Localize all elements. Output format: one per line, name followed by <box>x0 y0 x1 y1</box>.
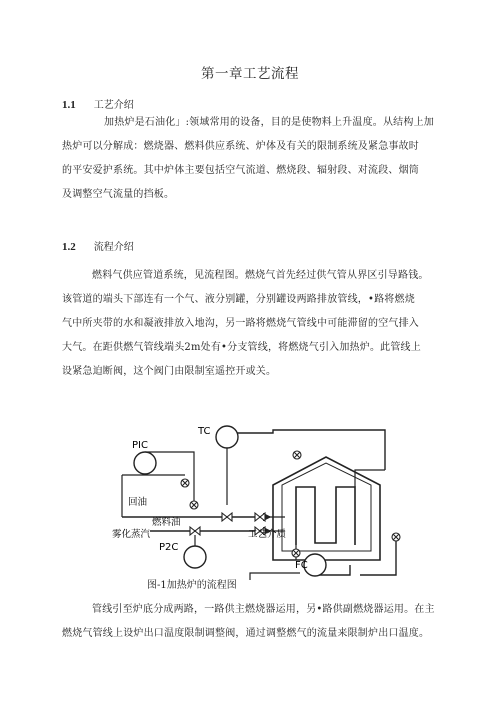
pic-instrument <box>134 452 156 474</box>
text-line: 该管道的端头下部连有一个气、液分别罐，分别罐设两路排放管线，•路将燃烧 <box>62 294 415 305</box>
text-line: 气中所夹带的水和凝液排放入地沟，另一路将燃烧气管线中可能滞留的空气排入 <box>62 318 419 329</box>
label-pic: PIC <box>132 440 148 451</box>
section-label: 流程介绍 <box>93 242 134 253</box>
label-return-oil: 回油 <box>128 497 148 508</box>
paragraph-process-intro <box>62 111 434 207</box>
control-valve-icon <box>255 513 265 521</box>
text-line: 燃烧气管线上设炉出口温度限制调整阀，通过调整燃气的流量来限制炉出口温度。 <box>62 628 430 639</box>
section-heading-1-2 <box>62 238 134 253</box>
text-line: 加热炉是石油化」:领域常用的设备，目的是使物料上升温度。从结构上加 <box>104 117 434 128</box>
text-line: 管线引至炉底分成两路，一路供主燃烧器运用，另•路供副燃烧器运用。在主 <box>92 604 435 615</box>
section-label: 工艺介绍 <box>93 100 134 111</box>
section-number: 1.1 <box>62 99 76 111</box>
paragraph-closing <box>62 598 435 646</box>
control-valve-icon <box>222 513 232 521</box>
control-valve-icon <box>190 527 200 535</box>
label-fuel-oil: 燃料油 <box>152 517 181 528</box>
section-number: 1.2 <box>62 241 76 253</box>
furnace-coil <box>296 487 355 545</box>
tc-instrument <box>216 426 238 448</box>
text-line: 设紧急迫断阀，这个阀门由限制室遥控开或关。 <box>62 366 277 377</box>
figure-caption: 图-1加热炉的流程图 <box>147 580 237 591</box>
text-line: 燃料气供应管道系统，见流程图。燃烧气首先经过供气管从界区引导路钱。 <box>92 270 429 281</box>
label-tc: TC <box>198 426 211 437</box>
label-process-medium: 工艺介质 <box>248 529 287 540</box>
heater-flow-diagram <box>110 425 410 580</box>
label-fc: FC <box>295 560 308 571</box>
p2c-instrument <box>184 546 206 568</box>
text-line: 热炉可以分解成：燃烧器、燃料供应系统、炉体及有关的限制系统及紧急事故时 <box>62 141 419 152</box>
text-line: 及调整空气流量的挡板。 <box>62 189 175 200</box>
text-line: 大气。在距供燃气管线端头2m处有•分支管线，将燃烧气引入加热炉。此管线上 <box>62 342 421 353</box>
label-atomizing-steam: 雾化蒸汽 <box>112 529 151 540</box>
paragraph-flow-intro <box>62 264 429 384</box>
label-p2c: P2C <box>159 542 179 553</box>
furnace-shell <box>273 457 380 560</box>
page-title: 第一章工艺流程 <box>201 66 299 82</box>
text-line: 的平安爱护系统。其中炉体主要包括空气流道、燃烧段、辐射段、对流段、烟筒 <box>62 165 419 176</box>
section-heading-1-1 <box>62 96 134 111</box>
